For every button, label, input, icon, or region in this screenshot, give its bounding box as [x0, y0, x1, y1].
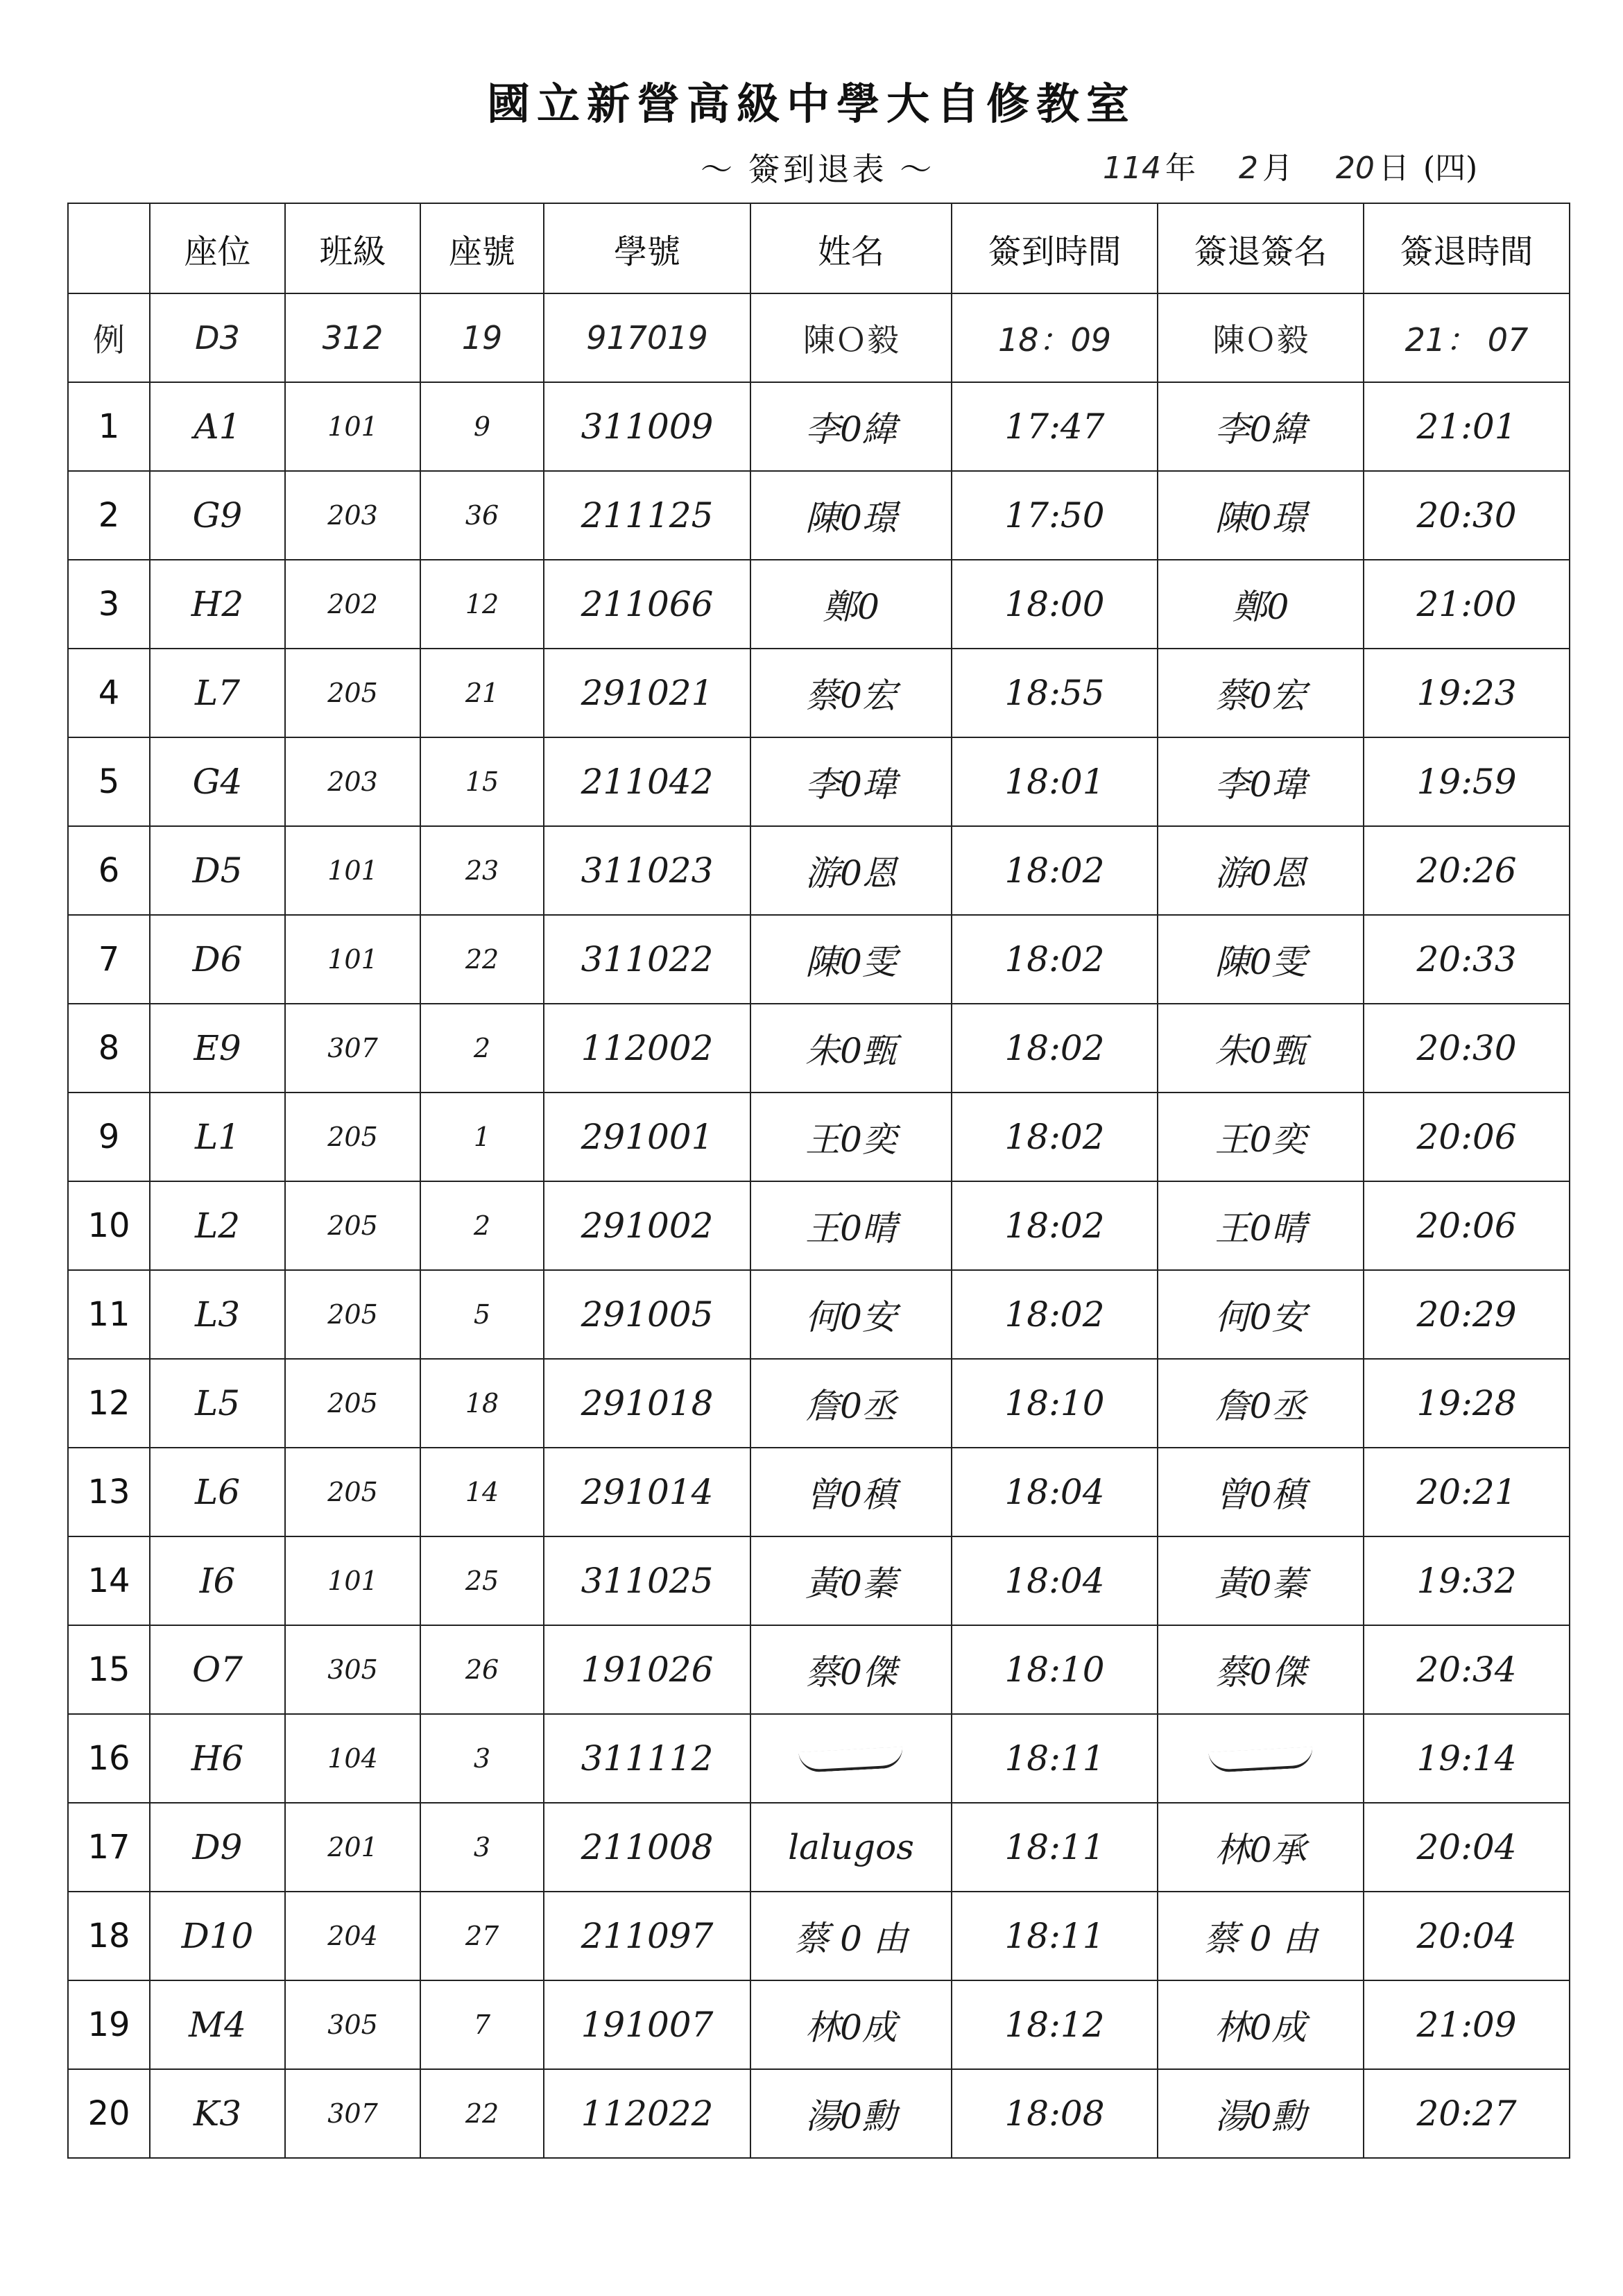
cell-checkout-time: 20:06	[1364, 1093, 1570, 1181]
cell-number: 2	[420, 1181, 544, 1270]
cell-checkout-time: 20:33	[1364, 915, 1570, 1004]
row-index: 4	[68, 649, 150, 737]
cell-seat: L6	[150, 1448, 285, 1536]
table-row	[68, 2069, 1570, 2158]
header-row	[68, 203, 1570, 293]
example-seat: D3	[150, 293, 285, 382]
cell-student-id: 191007	[544, 1980, 750, 2069]
example-label: 例	[68, 293, 150, 382]
cell-checkout-time: 19:32	[1364, 1536, 1570, 1625]
table-row	[68, 1536, 1570, 1625]
table-row	[68, 1004, 1570, 1093]
cell-checkout-sign: 曾0稹	[1158, 1448, 1364, 1536]
cell-student-id: 211008	[544, 1803, 750, 1892]
cell-seat: H6	[150, 1714, 285, 1803]
cell-student-id: 291014	[544, 1448, 750, 1536]
table-row	[68, 1980, 1570, 2069]
table-row	[68, 471, 1570, 560]
cell-checkout-time: 21:00	[1364, 560, 1570, 649]
cell-checkin-time: 18:02	[952, 826, 1158, 915]
example-checkout-sign: 陳Ｏ毅	[1158, 293, 1364, 382]
row-index: 2	[68, 471, 150, 560]
cell-number: 7	[420, 1980, 544, 2069]
cell-name: 朱0甄	[750, 1004, 952, 1093]
cell-class: 101	[285, 1536, 420, 1625]
cell-class: 101	[285, 915, 420, 1004]
cell-class: 205	[285, 1181, 420, 1270]
table-row	[68, 737, 1570, 826]
row-index: 19	[68, 1980, 150, 2069]
cell-checkout-sign: 游0恩	[1158, 826, 1364, 915]
cell-name: 鄭0	[750, 560, 952, 649]
header-name: 姓名	[750, 203, 952, 293]
cell-checkin-time: 17:50	[952, 471, 1158, 560]
cell-checkout-time: 20:06	[1364, 1181, 1570, 1270]
cell-student-id: 291018	[544, 1359, 750, 1448]
cell-checkout-sign: 林0承	[1158, 1803, 1364, 1892]
example-number: 19	[420, 293, 544, 382]
cell-name: 曾0稹	[750, 1448, 952, 1536]
cell-seat: I6	[150, 1536, 285, 1625]
page-title: 國立新營高級中學大自修教室	[486, 78, 1136, 129]
cell-checkout-sign: 朱0甄	[1158, 1004, 1364, 1093]
cell-number: 5	[420, 1270, 544, 1359]
table-row	[68, 1181, 1570, 1270]
cell-name: 王0晴	[750, 1181, 952, 1270]
cell-checkin-time: 18:02	[952, 1093, 1158, 1181]
table-row	[68, 1803, 1570, 1892]
cell-checkout-sign: 詹0丞	[1158, 1359, 1364, 1448]
cell-checkin-time: 18:00	[952, 560, 1158, 649]
cell-checkout-sign: 李0緯	[1158, 382, 1364, 471]
cell-checkout-time: 21:01	[1364, 382, 1570, 471]
cell-name: 蔡0傑	[750, 1625, 952, 1714]
cell-name: 蔡0宏	[750, 649, 952, 737]
cell-student-id: 311009	[544, 382, 750, 471]
cell-name: 蔡 0 由	[750, 1892, 952, 1980]
cell-checkout-sign: 陳0璟	[1158, 471, 1364, 560]
cell-class: 205	[285, 1093, 420, 1181]
cell-checkout-time: 20:30	[1364, 1004, 1570, 1093]
cell-checkin-time: 18:10	[952, 1359, 1158, 1448]
cell-checkout-time: 20:30	[1364, 471, 1570, 560]
cell-seat: G9	[150, 471, 285, 560]
cell-name: 李0緯	[750, 382, 952, 471]
cell-name: 游0恩	[750, 826, 952, 915]
cell-student-id: 211097	[544, 1892, 750, 1980]
cell-number: 18	[420, 1359, 544, 1448]
cell-number: 21	[420, 649, 544, 737]
cell-student-id: 311112	[544, 1714, 750, 1803]
cell-checkout-time: 20:29	[1364, 1270, 1570, 1359]
cell-number: 14	[420, 1448, 544, 1536]
cell-class: 101	[285, 826, 420, 915]
cell-checkin-time: 18:02	[952, 1181, 1158, 1270]
cell-seat: D10	[150, 1892, 285, 1980]
example-class: 312	[285, 293, 420, 382]
row-index: 9	[68, 1093, 150, 1181]
cell-seat: O7	[150, 1625, 285, 1714]
header-index	[68, 203, 150, 293]
cell-checkout-sign: 鄭0	[1158, 560, 1364, 649]
row-index: 12	[68, 1359, 150, 1448]
date-month-unit: 月	[1262, 151, 1293, 186]
example-name: 陳Ｏ毅	[750, 293, 952, 382]
cell-checkin-time: 18:02	[952, 1270, 1158, 1359]
cell-class: 205	[285, 1359, 420, 1448]
cell-checkout-sign: 何0安	[1158, 1270, 1364, 1359]
cell-name: 黃0蓁	[750, 1536, 952, 1625]
row-index: 10	[68, 1181, 150, 1270]
cell-class: 307	[285, 2069, 420, 2158]
cell-number: 15	[420, 737, 544, 826]
cell-number: 36	[420, 471, 544, 560]
cell-name: 何0安	[750, 1270, 952, 1359]
cell-name	[750, 1714, 952, 1803]
cell-checkin-time: 18:10	[952, 1625, 1158, 1714]
cell-checkout-sign: 黃0蓁	[1158, 1536, 1364, 1625]
cell-number: 3	[420, 1803, 544, 1892]
header-number: 座號	[420, 203, 544, 293]
cell-seat: L1	[150, 1093, 285, 1181]
cell-checkout-sign: 林0成	[1158, 1980, 1364, 2069]
cell-student-id: 191026	[544, 1625, 750, 1714]
table-row	[68, 1093, 1570, 1181]
row-index: 5	[68, 737, 150, 826]
row-index: 8	[68, 1004, 150, 1093]
cell-checkout-sign: 蔡 0 由	[1158, 1892, 1364, 1980]
cell-name: 陳0雯	[750, 915, 952, 1004]
cell-class: 305	[285, 1980, 420, 2069]
date-line	[1103, 143, 1482, 187]
row-index: 14	[68, 1536, 150, 1625]
cell-checkout-sign: 陳0雯	[1158, 915, 1364, 1004]
header-class: 班級	[285, 203, 420, 293]
table-row	[68, 1714, 1570, 1803]
cell-checkout-time: 20:04	[1364, 1803, 1570, 1892]
table-row	[68, 382, 1570, 471]
date-day: 20	[1335, 151, 1375, 186]
cell-checkout-time: 20:21	[1364, 1448, 1570, 1536]
cell-number: 26	[420, 1625, 544, 1714]
cell-checkout-sign: 湯0勳	[1158, 2069, 1364, 2158]
cell-checkin-time: 17:47	[952, 382, 1158, 471]
date-year: 114	[1103, 151, 1161, 186]
row-index: 17	[68, 1803, 150, 1892]
cell-class: 307	[285, 1004, 420, 1093]
cell-seat: H2	[150, 560, 285, 649]
cell-seat: L2	[150, 1181, 285, 1270]
cell-checkout-time: 21:09	[1364, 1980, 1570, 2069]
cell-number: 22	[420, 2069, 544, 2158]
signin-table	[67, 203, 1570, 2159]
date-day-unit: 日	[1378, 151, 1409, 186]
cell-class: 205	[285, 649, 420, 737]
cell-class: 204	[285, 1892, 420, 1980]
example-checkout: 21： 07	[1364, 293, 1570, 382]
cell-checkout-sign: 王0晴	[1158, 1181, 1364, 1270]
cell-student-id: 112002	[544, 1004, 750, 1093]
date-year-unit: 年	[1165, 151, 1196, 186]
subtitle: ～ 簽到退表 ～	[701, 151, 935, 188]
cell-checkout-time: 20:34	[1364, 1625, 1570, 1714]
table-row	[68, 560, 1570, 649]
cell-checkout-time: 20:04	[1364, 1892, 1570, 1980]
cell-seat: K3	[150, 2069, 285, 2158]
cell-checkout-time: 19:28	[1364, 1359, 1570, 1448]
row-index: 6	[68, 826, 150, 915]
table-row	[68, 915, 1570, 1004]
cell-class: 205	[285, 1270, 420, 1359]
cell-checkout-sign: 蔡0傑	[1158, 1625, 1364, 1714]
cell-checkin-time: 18:55	[952, 649, 1158, 737]
cell-name: 湯0勳	[750, 2069, 952, 2158]
cell-name: 詹0丞	[750, 1359, 952, 1448]
header-seat: 座位	[150, 203, 285, 293]
cell-number: 22	[420, 915, 544, 1004]
cell-checkin-time: 18:11	[952, 1803, 1158, 1892]
cell-name: 李0瑋	[750, 737, 952, 826]
cell-checkin-time: 18:11	[952, 1714, 1158, 1803]
cell-checkout-sign: 李0瑋	[1158, 737, 1364, 826]
cell-name: 林0成	[750, 1980, 952, 2069]
table-row	[68, 649, 1570, 737]
cell-student-id: 211125	[544, 471, 750, 560]
example-row	[68, 293, 1570, 382]
cell-checkin-time: 18:02	[952, 915, 1158, 1004]
table-row	[68, 1892, 1570, 1980]
cell-student-id: 311025	[544, 1536, 750, 1625]
row-index: 11	[68, 1270, 150, 1359]
date-month: 2	[1238, 151, 1258, 186]
cell-number: 12	[420, 560, 544, 649]
cell-number: 23	[420, 826, 544, 915]
header-checkin-time: 簽到時間	[952, 203, 1158, 293]
table-row	[68, 1448, 1570, 1536]
cell-name: 陳0璟	[750, 471, 952, 560]
table-row	[68, 1359, 1570, 1448]
row-index: 15	[68, 1625, 150, 1714]
signature-scribble	[798, 1747, 903, 1773]
cell-seat: G4	[150, 737, 285, 826]
cell-student-id: 291005	[544, 1270, 750, 1359]
example-student-id: 917019	[544, 293, 750, 382]
cell-student-id: 211066	[544, 560, 750, 649]
cell-student-id: 211042	[544, 737, 750, 826]
cell-student-id: 291021	[544, 649, 750, 737]
cell-checkout-sign	[1158, 1714, 1364, 1803]
header-student-id: 學號	[544, 203, 750, 293]
cell-class: 205	[285, 1448, 420, 1536]
cell-checkout-time: 19:14	[1364, 1714, 1570, 1803]
signature-scribble	[1208, 1747, 1313, 1773]
table-row	[68, 1270, 1570, 1359]
cell-checkout-time: 19:59	[1364, 737, 1570, 826]
cell-number: 1	[420, 1093, 544, 1181]
cell-seat: D6	[150, 915, 285, 1004]
cell-checkin-time: 18:04	[952, 1448, 1158, 1536]
cell-seat: D9	[150, 1803, 285, 1892]
cell-class: 201	[285, 1803, 420, 1892]
cell-seat: E9	[150, 1004, 285, 1093]
cell-checkout-sign: 王0奕	[1158, 1093, 1364, 1181]
cell-class: 101	[285, 382, 420, 471]
cell-checkout-time: 20:26	[1364, 826, 1570, 915]
cell-checkout-sign: 蔡0宏	[1158, 649, 1364, 737]
cell-student-id: 311022	[544, 915, 750, 1004]
cell-checkin-time: 18:04	[952, 1536, 1158, 1625]
cell-seat: A1	[150, 382, 285, 471]
date-weekday: (四)	[1423, 151, 1478, 186]
row-index: 18	[68, 1892, 150, 1980]
header-checkout-sign: 簽退簽名	[1158, 203, 1364, 293]
cell-seat: L5	[150, 1359, 285, 1448]
row-index: 7	[68, 915, 150, 1004]
cell-class: 104	[285, 1714, 420, 1803]
cell-number: 9	[420, 382, 544, 471]
cell-seat: L3	[150, 1270, 285, 1359]
cell-seat: D5	[150, 826, 285, 915]
header-checkout-time: 簽退時間	[1364, 203, 1570, 293]
example-checkin: 18：09	[952, 293, 1158, 382]
cell-seat: L7	[150, 649, 285, 737]
cell-number: 27	[420, 1892, 544, 1980]
cell-student-id: 291001	[544, 1093, 750, 1181]
cell-student-id: 112022	[544, 2069, 750, 2158]
cell-checkin-time: 18:08	[952, 2069, 1158, 2158]
cell-number: 25	[420, 1536, 544, 1625]
cell-checkin-time: 18:12	[952, 1980, 1158, 2069]
cell-student-id: 291002	[544, 1181, 750, 1270]
row-index: 20	[68, 2069, 150, 2158]
cell-class: 203	[285, 737, 420, 826]
cell-name: lalugos	[750, 1803, 952, 1892]
table-row	[68, 826, 1570, 915]
cell-checkin-time: 18:02	[952, 1004, 1158, 1093]
row-index: 13	[68, 1448, 150, 1536]
cell-name: 王0奕	[750, 1093, 952, 1181]
cell-checkout-time: 20:27	[1364, 2069, 1570, 2158]
table-row	[68, 1625, 1570, 1714]
cell-student-id: 311023	[544, 826, 750, 915]
row-index: 3	[68, 560, 150, 649]
row-index: 1	[68, 382, 150, 471]
cell-class: 203	[285, 471, 420, 560]
cell-checkout-time: 19:23	[1364, 649, 1570, 737]
row-index: 16	[68, 1714, 150, 1803]
cell-checkin-time: 18:11	[952, 1892, 1158, 1980]
cell-class: 305	[285, 1625, 420, 1714]
cell-seat: M4	[150, 1980, 285, 2069]
cell-number: 3	[420, 1714, 544, 1803]
cell-checkin-time: 18:01	[952, 737, 1158, 826]
cell-number: 2	[420, 1004, 544, 1093]
cell-class: 202	[285, 560, 420, 649]
